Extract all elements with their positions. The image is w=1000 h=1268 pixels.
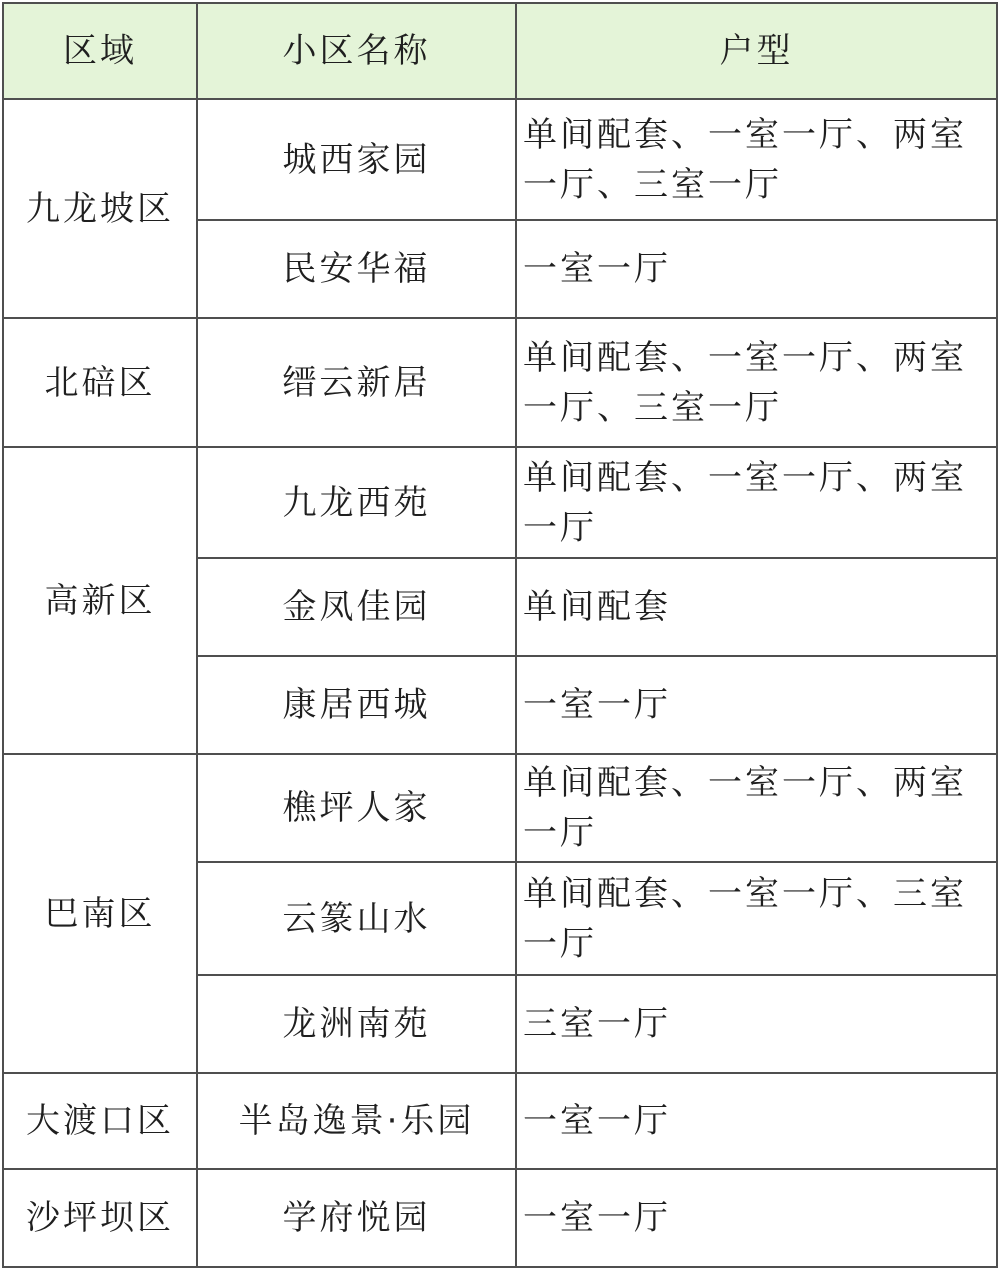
community-cell: 九龙西苑 (197, 447, 516, 558)
unit-type-cell: 单间配套、一室一厅、两室一厅、三室一厅 (516, 99, 997, 220)
district-cell: 沙坪坝区 (3, 1169, 197, 1267)
community-cell: 城西家园 (197, 99, 516, 220)
unit-type-cell: 单间配套、一室一厅、两室一厅 (516, 754, 997, 862)
district-cell: 九龙坡区 (3, 99, 197, 318)
community-cell: 康居西城 (197, 656, 516, 754)
table-row (3, 1073, 997, 1169)
community-cell: 樵坪人家 (197, 754, 516, 862)
table-body (3, 99, 997, 1267)
table-row (3, 1169, 997, 1267)
table-row (3, 318, 997, 447)
district-cell: 高新区 (3, 447, 197, 754)
unit-type-cell: 单间配套、一室一厅、两室一厅 (516, 447, 997, 558)
table-row (3, 754, 997, 862)
unit-type-cell: 单间配套 (516, 558, 997, 656)
community-cell: 学府悦园 (197, 1169, 516, 1267)
header-type: 户型 (516, 3, 997, 99)
unit-type-cell: 一室一厅 (516, 220, 997, 318)
housing-table (2, 2, 998, 1268)
community-cell: 云篆山水 (197, 862, 516, 975)
district-cell: 大渡口区 (3, 1073, 197, 1169)
community-cell: 龙洲南苑 (197, 975, 516, 1073)
unit-type-cell: 单间配套、一室一厅、两室一厅、三室一厅 (516, 318, 997, 447)
table-row (3, 99, 997, 220)
unit-type-cell: 单间配套、一室一厅、三室一厅 (516, 862, 997, 975)
community-cell: 民安华福 (197, 220, 516, 318)
unit-type-cell: 三室一厅 (516, 975, 997, 1073)
district-cell: 北碚区 (3, 318, 197, 447)
community-cell: 缙云新居 (197, 318, 516, 447)
header-row (3, 3, 997, 99)
district-cell: 巴南区 (3, 754, 197, 1073)
community-cell: 半岛逸景·乐园 (197, 1073, 516, 1169)
unit-type-cell: 一室一厅 (516, 656, 997, 754)
header-community: 小区名称 (197, 3, 516, 99)
table-header (3, 3, 997, 99)
unit-type-cell: 一室一厅 (516, 1169, 997, 1267)
table-row (3, 447, 997, 558)
unit-type-cell: 一室一厅 (516, 1073, 997, 1169)
community-cell: 金凤佳园 (197, 558, 516, 656)
header-district: 区域 (3, 3, 197, 99)
